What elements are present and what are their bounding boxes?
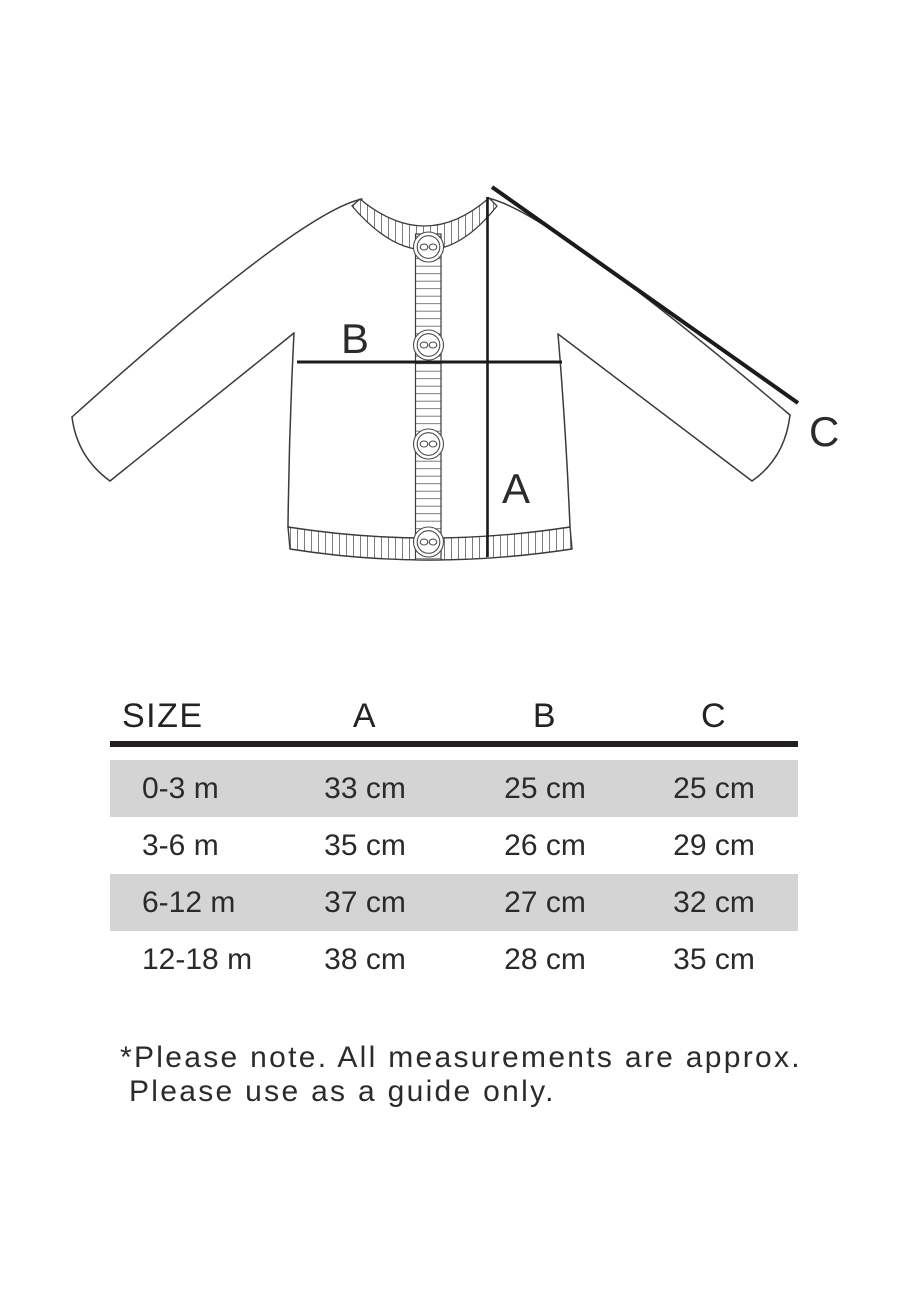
size-table [110, 690, 798, 988]
col-header-size: SIZE [122, 697, 204, 735]
cell-c: 25 cm [673, 771, 755, 805]
cell-size: 0-3 m [142, 771, 219, 805]
left-sleeve-underside [110, 333, 294, 481]
cell-a: 33 cm [324, 771, 406, 805]
note-line-2: Please use as a guide only. [129, 1075, 556, 1108]
button-1 [414, 232, 444, 262]
measurement-lines [297, 187, 798, 557]
button-2 [414, 330, 444, 360]
measurement-note [120, 1041, 802, 1109]
measurement-label-c: C [809, 408, 840, 455]
table-row [110, 931, 798, 988]
cell-a: 37 cm [324, 885, 406, 919]
table-row [110, 874, 798, 931]
cell-a: 35 cm [324, 828, 406, 862]
cell-b: 27 cm [504, 885, 586, 919]
header-rule [110, 741, 798, 747]
measurement-label-a: A [502, 465, 531, 512]
size-table-header [110, 690, 798, 741]
col-header-a: A [352, 697, 378, 735]
button-4 [414, 527, 444, 557]
measure-line-c [492, 187, 798, 403]
cell-a: 38 cm [324, 942, 406, 976]
button-placket [416, 234, 442, 560]
measurement-label-b: B [341, 315, 370, 362]
right-sleeve-top-edge [488, 198, 790, 415]
right-sleeve-underside [558, 334, 752, 481]
cell-c: 35 cm [673, 942, 755, 976]
table-row [110, 760, 798, 817]
size-table-body [110, 760, 798, 988]
table-row [110, 817, 798, 874]
cell-b: 28 cm [504, 942, 586, 976]
cell-c: 29 cm [673, 828, 755, 862]
cell-size: 3-6 m [142, 828, 219, 862]
note-line-1: *Please note. All measurements are approx. [120, 1041, 802, 1074]
body-left-edge [288, 333, 294, 527]
cell-b: 25 cm [504, 771, 586, 805]
cell-size: 6-12 m [142, 885, 236, 919]
cell-b: 26 cm [504, 828, 586, 862]
left-sleeve-top-edge [72, 199, 362, 417]
cell-c: 32 cm [673, 885, 755, 919]
right-cuff [752, 415, 790, 481]
col-header-b: B [532, 697, 558, 735]
cell-size: 12-18 m [142, 942, 253, 976]
left-cuff [72, 417, 110, 481]
button-3 [414, 429, 444, 459]
col-header-c: C [700, 697, 728, 735]
